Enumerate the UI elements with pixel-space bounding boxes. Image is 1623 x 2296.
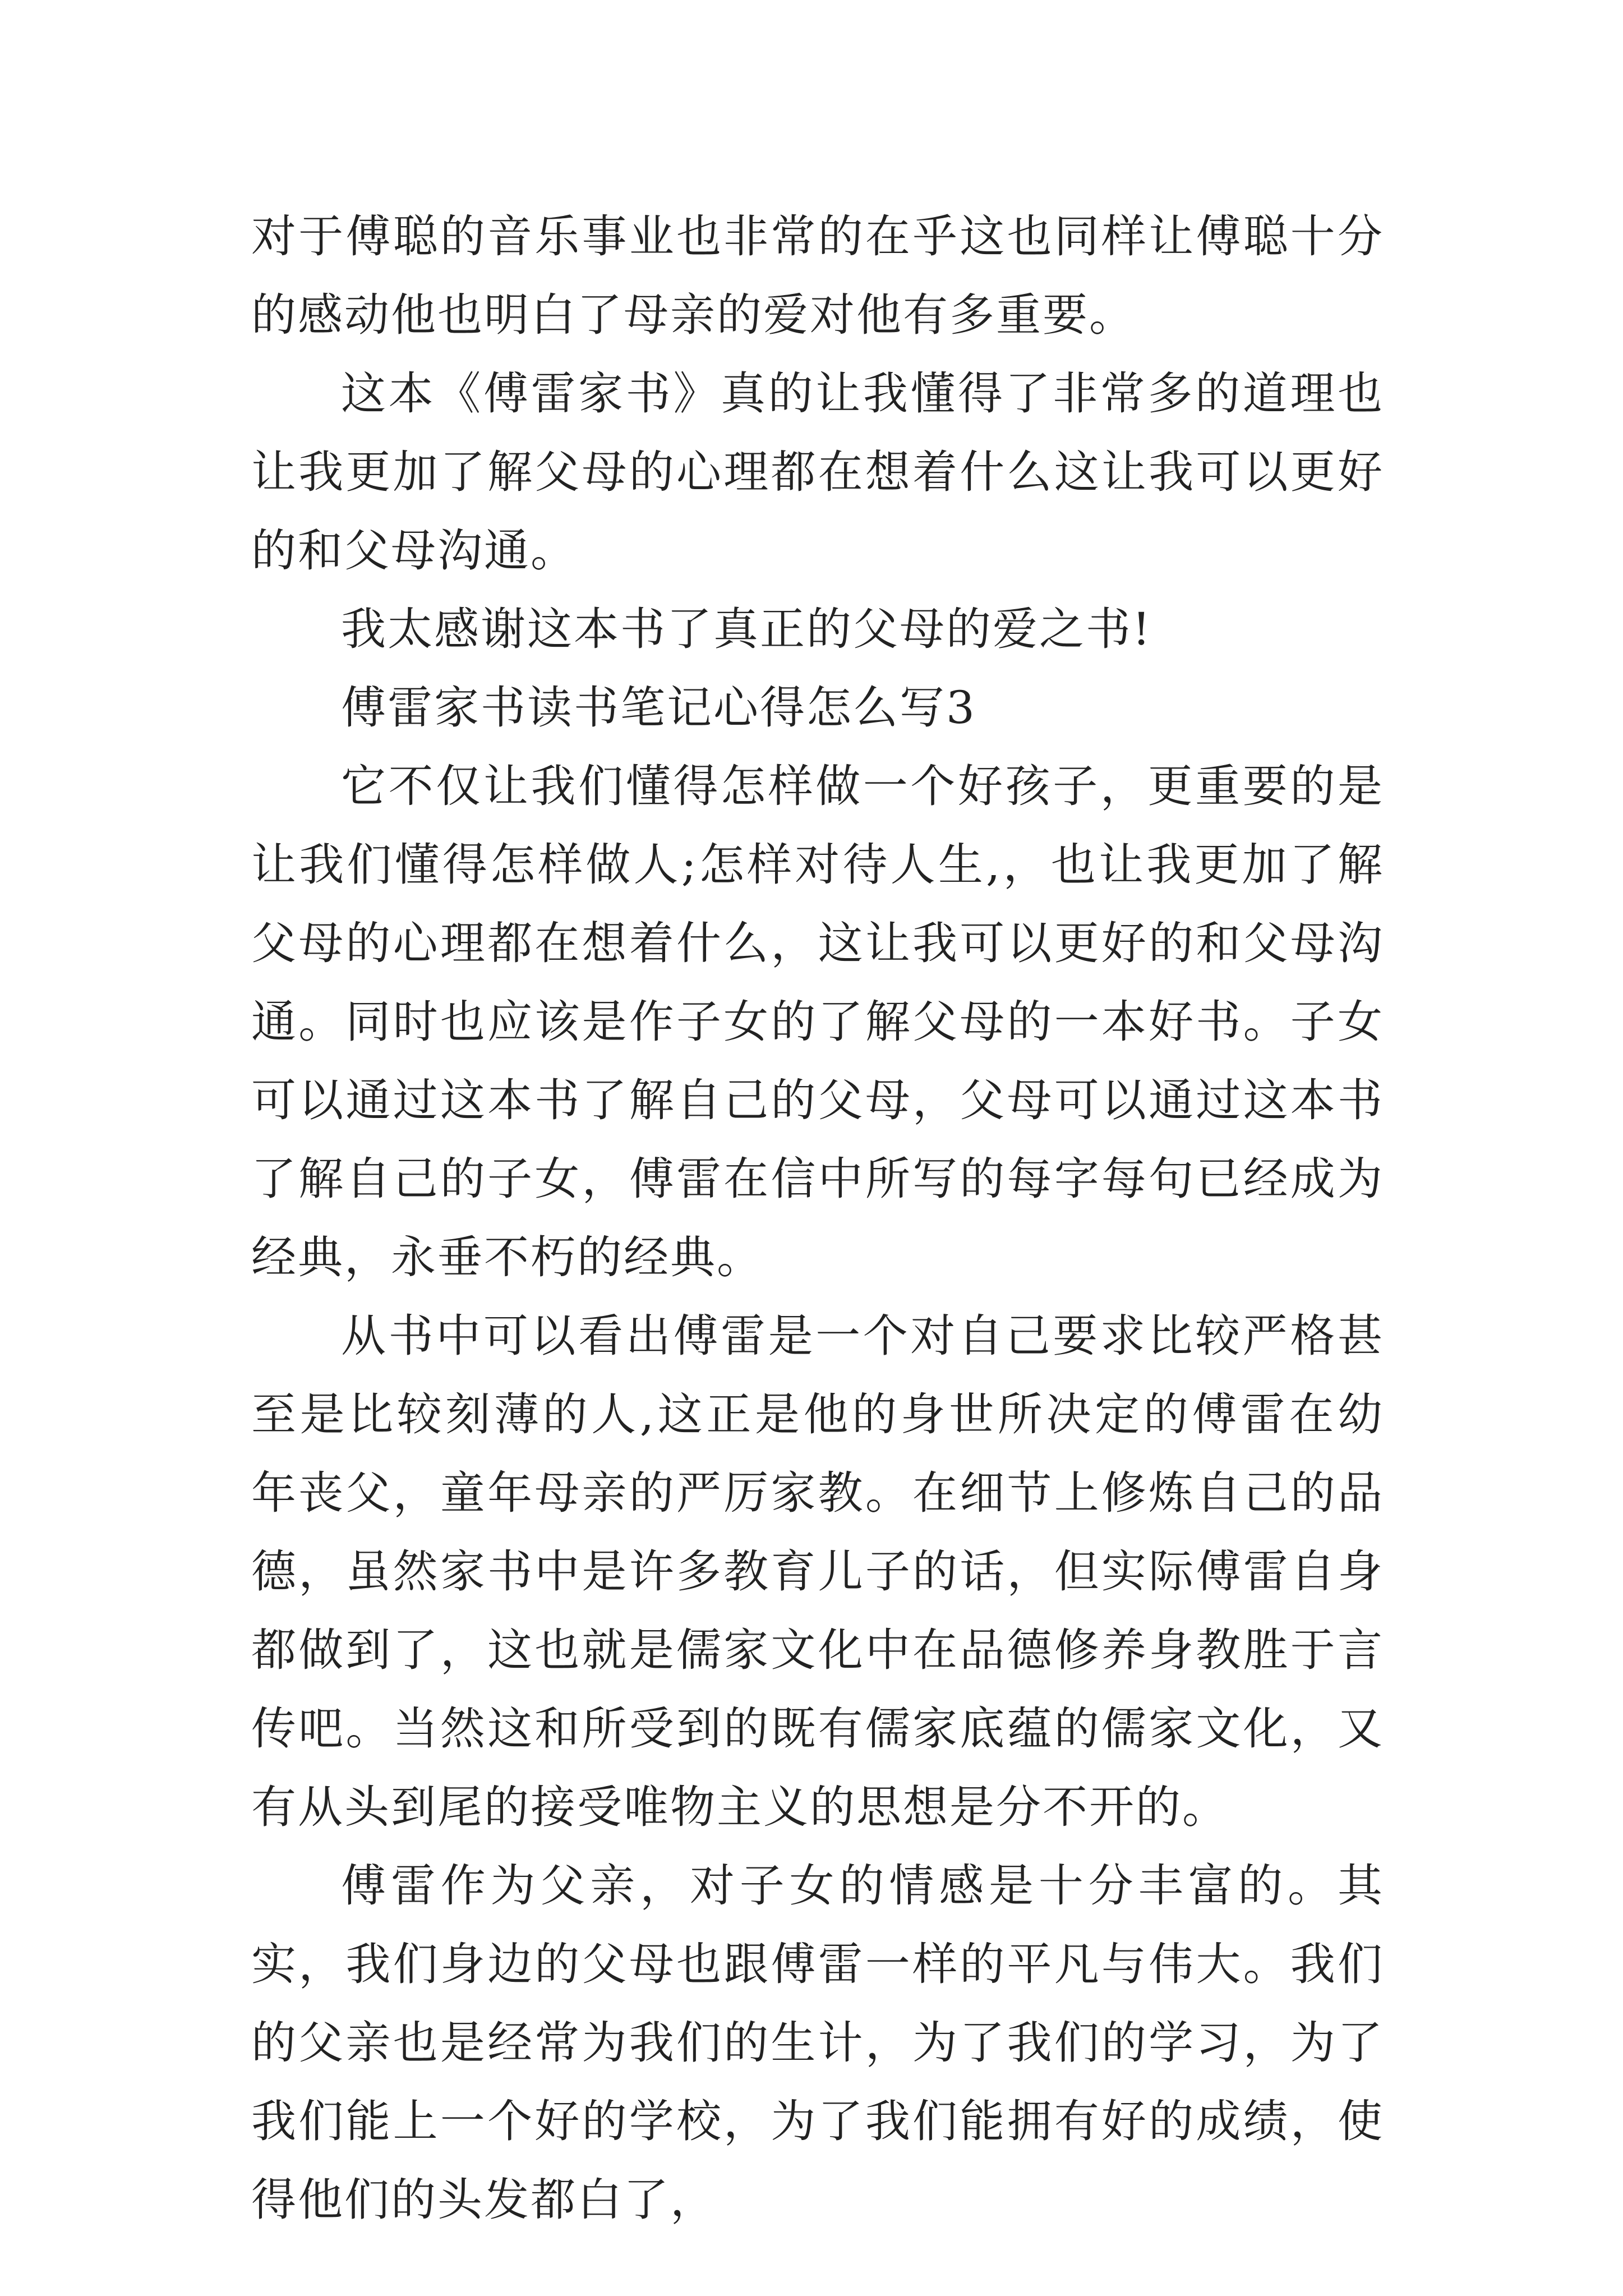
section-heading: 傅雷家书读书笔记心得怎么写3 bbox=[341, 682, 976, 734]
paragraph: 这本《傅雷家书》真的让我懂得了非常多的道理也让我更加了解父母的心理都在想着什么这让我可以更好的和父母沟通。 bbox=[251, 367, 1384, 577]
document-body bbox=[251, 197, 1384, 2239]
paragraph: 对于傅聪的音乐事业也非常的在乎这也同样让傅聪十分的感动他也明白了母亲的爱对他有多重要。 bbox=[251, 210, 1384, 341]
paragraph: 从书中可以看出傅雷是一个对自己要求比较严格甚至是比较刻薄的人,这正是他的身世所决定的傅雷在幼年丧父，童年母亲的严厉家教。在细节上修炼自己的品德，虽然家书中是许多教育儿子的话，但实际傅雷自身都做到了，这也就是儒家文化中在品德修养身教胜于言传吧。当然这和所受到的既有儒家底蕴的儒家文化，又有从头到尾的接受唯物主义的思想是分不开的。 bbox=[251, 1310, 1384, 1833]
paragraph: 它不仅让我们懂得怎样做一个好孩子，更重要的是让我们懂得怎样做人;怎样对待人生,，也让我更加了解父母的心理都在想着什么，这让我可以更好的和父母沟通。同时也应该是作子女的了解父母的一本好书。子女可以通过这本书了解自己的父母，父母可以通过这本书了解自己的子女，傅雷在信中所写的每字每句已经成为经典，永垂不朽的经典。 bbox=[251, 760, 1384, 1283]
paragraph: 傅雷作为父亲，对子女的情感是十分丰富的。其实，我们身边的父母也跟傅雷一样的平凡与伟大。我们的父亲也是经常为我们的生计，为了我们的学习，为了我们能上一个好的学校，为了我们能拥有好的成绩，使得他们的头发都白了， bbox=[251, 1860, 1384, 2226]
paragraph: 我太感谢这本书了真正的父母的爱之书! bbox=[341, 603, 1152, 655]
